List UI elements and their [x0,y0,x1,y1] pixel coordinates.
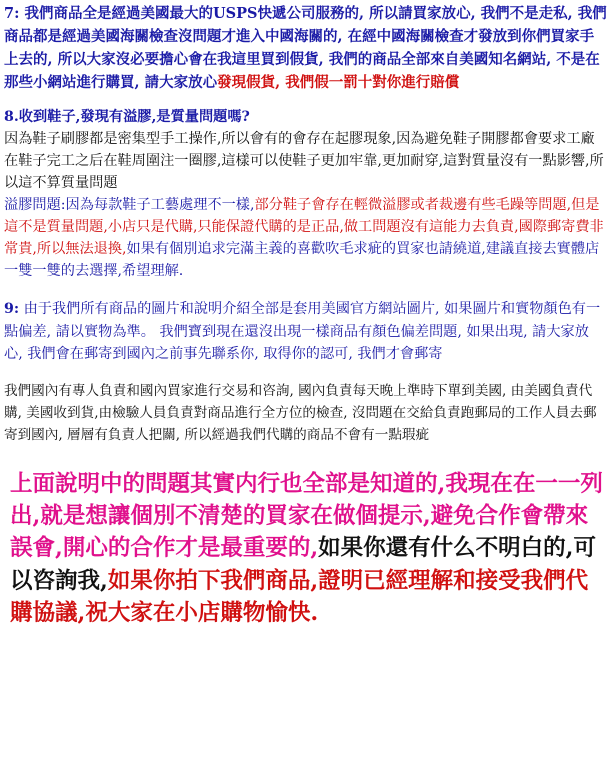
section-9-text: 由于我們所有商品的圖片和說明介紹全部是套用美國官方網站圖片, 如果圖片和實物顏色有一點偏差, 請以實物為準。 我們寶到現在還沒出現一樣商品有顏色偏差問題, 如果出現, 請大家放心, 我們會在郵寄到國內之前事先聯系你, 取得你的認可, 我們才會郵寄 [4,301,601,362]
section-8-policy [4,194,607,282]
section-9-color-difference [4,298,607,366]
closing-contact-text: 如果你還有什么不明白的,可以咨詢我, [10,535,597,594]
closing-agreement-text: 如果你拍下我們商品,證明已經理解和接受我們代購協議,祝大家在小店購物愉快. [10,567,589,627]
domestic-service-text: 我們國內有專人負責和國內買家進行交易和咨詢, 國內負責每天晚上準時下單到美國, 由美國負責代購, 美國收到貨,由檢驗人員負責對商品進行全方位的檢查, 沒問題在交給負責跑郵局的工作人員去郵寄到國內, 層層有負責人把關, 所以經過我們代購的商品不會有一點瑕疵 [4,382,597,443]
domestic-service-note [4,380,607,446]
section-8-glue-overflow [4,106,607,282]
closing-pink-text: 上面說明中的問題其實内行也全部是知道的,我現在在一一列出,就是想讓個別不清楚的買家在做個提示,避免合作會帶來誤會,開心的合作才是最重要的, [10,470,603,562]
section-8-no-return-notice: 部分鞋子會存在輕微溢膠或者裁邊有些毛躁等問題,但是這不是質量問題,小店只是代購,只能保證代購的是正品,做工問題沒有這能力去負責,國際郵寄費非常貴,所以無法退換, [4,197,604,257]
section-8-heading: 8.收到鞋子,發現有溢膠,是質量問題嗎? [4,109,250,125]
section-7-counterfeit-guarantee: 發現假貨, 我們假一罰十對你進行賠償 [217,74,460,91]
section-8-explanation: 因為鞋子刷膠都是密集型手工操作,所以會有的會存在起膠現象,因為避免鞋子開膠都會要求工廠在鞋子完工之后在鞋周圍注一圈膠,這樣可以使鞋子更加牢靠,更加耐穿,這對質量沒有一點影響,所以這不算質量問題 [4,131,604,191]
section-7-shipping-authenticity [4,0,607,94]
section-7-text: 7: 我們商品全是經過美國最大的USPS快遞公司服務的, 所以請買家放心, 我們不是走私, 我們商品都是經過美國海關檢查沒問題才進入中國海關的, 在經中國海關檢查才發放到你們買家手上去的, 所以大家沒必要擔心會在我這里買到假貨, 我們的商品全部來自美國知名網站, 不是在那些小網站進行購買, 請大家放心 [4,5,607,91]
section-9-number: 9: [4,301,20,317]
section-8-policy-lead: 溢膠問題:因為每款鞋子工藝處理不一樣, [4,197,255,213]
closing-statement [4,468,607,630]
section-8-policy-tail: 如果有個別追求完滿主義的喜歡吹毛求疵的買家也請繞道,建議直接去實體店一雙一雙的去選擇,希望理解. [4,241,600,279]
